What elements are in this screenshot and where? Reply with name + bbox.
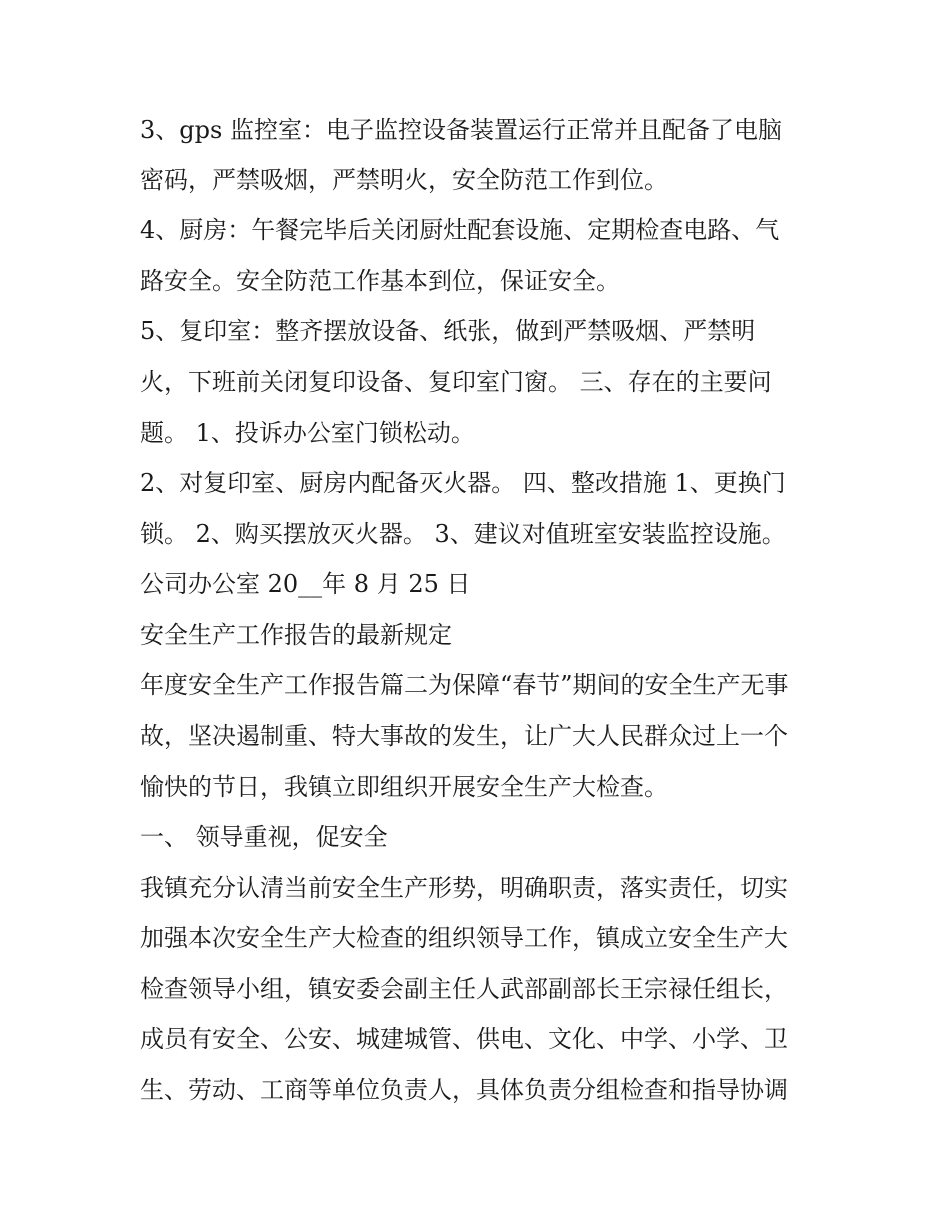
text-line: 火，下班前关闭复印设备、复印室门窗。 三、存在的主要问 (140, 368, 772, 396)
text-line: 3、gps 监控室：电子监控设备装置运行正常并且配备了电脑 (140, 116, 782, 144)
text-line: 成员有安全、公安、城建城管、供电、文化、中学、小学、卫 (140, 1025, 788, 1053)
text-line: 愉快的节日，我镇立即组织开展安全生产大检查。 (140, 773, 668, 801)
text-line: 加强本次安全生产大检查的组织领导工作，镇成立安全生产大 (140, 924, 788, 952)
text-line: 生、劳动、工商等单位负责人，具体负责分组检查和指导协调 (140, 1076, 788, 1104)
text-line: 锁。 2、购买摆放灭火器。 3、建议对值班室安装监控设施。 (140, 520, 786, 548)
text-line: 5、复印室：整齐摆放设备、纸张，做到严禁吸烟、严禁明 (140, 317, 756, 345)
text-line: 题。 1、投诉办公室门锁松动。 (140, 419, 475, 447)
text-line: 我镇充分认清当前安全生产形势，明确职责，落实责任，切实 (140, 874, 788, 902)
signature-date-line: 公司办公室 20__年 8 月 25 日 (140, 570, 471, 598)
text-line: 年度安全生产工作报告篇二为保障“春节”期间的安全生产无事 (140, 671, 789, 699)
text-line: 4、厨房：午餐完毕后关闭厨灶配套设施、定期检查电路、气 (140, 216, 780, 244)
section-title: 安全生产工作报告的最新规定 (140, 621, 452, 649)
text-line: 故，坚决遏制重、特大事故的发生，让广大人民群众过上一个 (140, 722, 788, 750)
text-line: 路安全。安全防范工作基本到位，保证安全。 (140, 267, 620, 295)
text-line: 检查领导小组，镇安委会副主任人武部副部长王宗禄任组长， (140, 975, 788, 1003)
text-line: 密码，严禁吸烟，严禁明火，安全防范工作到位。 (140, 166, 668, 194)
section-heading: 一、 领导重视，促安全 (140, 823, 388, 851)
text-line: 2、对复印室、厨房内配备灭火器。 四、整改措施 1、更换门 (140, 469, 786, 497)
